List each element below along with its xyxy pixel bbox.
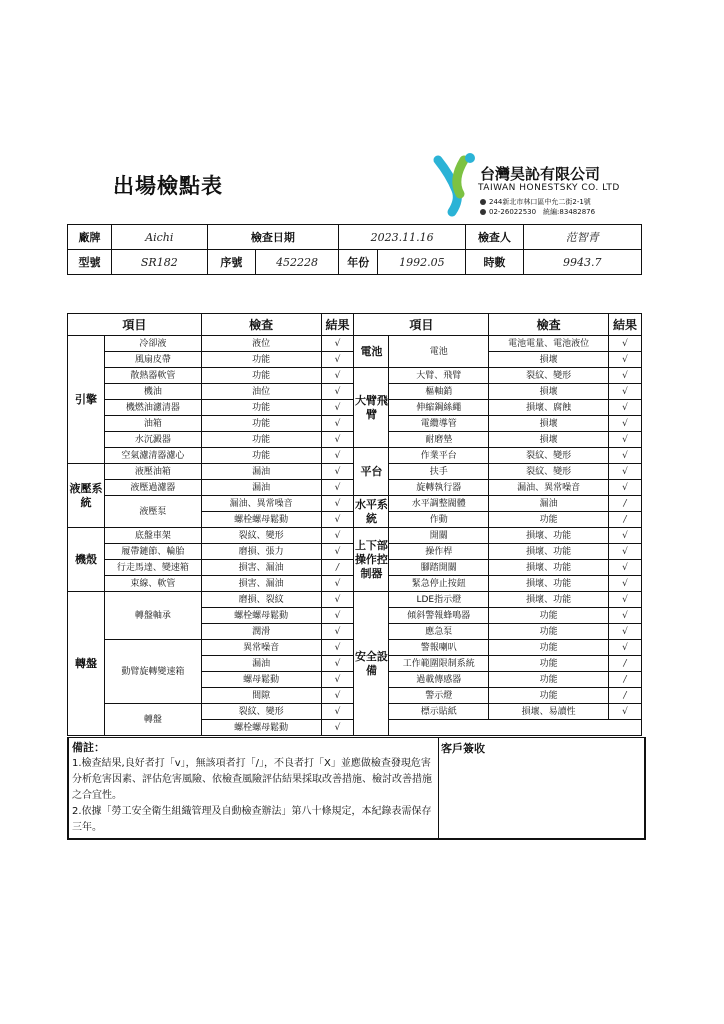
check: 裂紋、變形 bbox=[489, 448, 609, 464]
check: 損壞、功能 bbox=[489, 528, 609, 544]
item: 行走馬達、變速箱 bbox=[104, 560, 201, 576]
result-mark[interactable]: √ bbox=[321, 656, 354, 672]
check: 功能 bbox=[489, 656, 609, 672]
item: 伸縮鋼絲繩 bbox=[389, 400, 489, 416]
check: 功能 bbox=[489, 624, 609, 640]
result-mark[interactable]: √ bbox=[321, 672, 354, 688]
check: 漏油 bbox=[201, 480, 321, 496]
item: 開關 bbox=[389, 528, 489, 544]
group-boom: 大臂飛臂 bbox=[354, 368, 389, 448]
inspection-table bbox=[67, 313, 642, 736]
check: 損壞、功能 bbox=[489, 544, 609, 560]
check: 損壞 bbox=[489, 384, 609, 400]
result-mark[interactable]: √ bbox=[321, 496, 354, 512]
result-mark[interactable]: √ bbox=[608, 640, 641, 656]
check: 功能 bbox=[489, 608, 609, 624]
group-turntable: 轉盤 bbox=[68, 592, 105, 736]
result-mark[interactable]: √ bbox=[321, 592, 354, 608]
result-mark[interactable]: √ bbox=[608, 704, 641, 720]
check: 損害、漏油 bbox=[201, 560, 321, 576]
result-mark[interactable]: / bbox=[608, 496, 641, 512]
item: 大臂、飛臂 bbox=[389, 368, 489, 384]
brand-value[interactable]: Aichi bbox=[111, 225, 207, 250]
check: 功能 bbox=[201, 352, 321, 368]
item: 履帶鏈節、輪胎 bbox=[104, 544, 201, 560]
result-mark[interactable]: √ bbox=[321, 336, 354, 352]
inspector-value[interactable]: 范智青 bbox=[523, 225, 641, 250]
note-line-1: 1.檢查結果,良好者打「v」，無該項者打「/」，不良者打「X」並應做檢查發現危害分析危害因素、評估危害風險、依檢查風險評估結果採取改善措施、檢討改善措施之合宜性。 bbox=[72, 758, 432, 801]
item: 電纜導管 bbox=[389, 416, 489, 432]
result-mark[interactable]: √ bbox=[608, 432, 641, 448]
phone-text: 02-26022530 統編:83482876 bbox=[489, 208, 596, 216]
model-value[interactable]: SR182 bbox=[111, 250, 207, 275]
check: 漏油 bbox=[201, 464, 321, 480]
result-mark[interactable]: √ bbox=[321, 432, 354, 448]
item: 液壓泵 bbox=[104, 496, 201, 528]
result-mark[interactable]: / bbox=[608, 656, 641, 672]
date-value[interactable]: 2023.11.16 bbox=[339, 225, 466, 250]
result-mark[interactable]: √ bbox=[321, 448, 354, 464]
check: 磨損、張力 bbox=[201, 544, 321, 560]
check: 裂紋、變形 bbox=[201, 528, 321, 544]
notes-heading: 備註： bbox=[72, 741, 105, 754]
check: 漏油 bbox=[489, 496, 609, 512]
note-line-2: 2.依據「勞工安全衛生組織管理及自動檢查辦法」第八十條規定，本紀錄表需保存三年。 bbox=[72, 806, 432, 833]
page-title: 出場檢點表 bbox=[113, 174, 223, 198]
check: 裂紋、變形 bbox=[489, 368, 609, 384]
result-mark[interactable]: √ bbox=[608, 608, 641, 624]
check: 裂紋、變形 bbox=[489, 464, 609, 480]
item: 空氣濾清器濾心 bbox=[104, 448, 201, 464]
result-mark[interactable]: √ bbox=[321, 704, 354, 720]
phone-icon bbox=[480, 209, 486, 215]
result-mark[interactable]: √ bbox=[321, 624, 354, 640]
group-leveling: 水平系統 bbox=[354, 496, 389, 528]
result-mark[interactable]: √ bbox=[608, 464, 641, 480]
left-check-header: 檢查 bbox=[201, 314, 321, 336]
date-label: 檢查日期 bbox=[207, 225, 338, 250]
item: 扶手 bbox=[389, 464, 489, 480]
check: 損害、漏油 bbox=[201, 576, 321, 592]
result-mark[interactable]: √ bbox=[321, 640, 354, 656]
item: 傾斜警報蜂鳴器 bbox=[389, 608, 489, 624]
result-mark[interactable]: √ bbox=[321, 352, 354, 368]
check: 損壞、易讀性 bbox=[489, 704, 609, 720]
result-mark[interactable]: √ bbox=[321, 608, 354, 624]
check: 功能 bbox=[201, 432, 321, 448]
serial-label: 序號 bbox=[207, 250, 255, 275]
result-mark[interactable]: √ bbox=[608, 400, 641, 416]
result-mark[interactable]: √ bbox=[608, 352, 641, 368]
check: 異常噪音 bbox=[201, 640, 321, 656]
check: 損壞、功能 bbox=[489, 592, 609, 608]
result-mark[interactable]: √ bbox=[321, 464, 354, 480]
item: 耐磨墊 bbox=[389, 432, 489, 448]
item: 水平調整閥體 bbox=[389, 496, 489, 512]
result-mark[interactable]: √ bbox=[608, 624, 641, 640]
item: 操作桿 bbox=[389, 544, 489, 560]
right-check-header: 檢查 bbox=[489, 314, 609, 336]
check: 功能 bbox=[201, 416, 321, 432]
item: LDE指示燈 bbox=[389, 592, 489, 608]
check: 潤滑 bbox=[201, 624, 321, 640]
item: 轉盤 bbox=[104, 704, 201, 736]
result-mark[interactable]: √ bbox=[608, 384, 641, 400]
item: 風扇皮帶 bbox=[104, 352, 201, 368]
result-mark[interactable]: √ bbox=[608, 592, 641, 608]
notes-text bbox=[69, 738, 439, 838]
item: 作動 bbox=[389, 512, 489, 528]
check: 液位 bbox=[201, 336, 321, 352]
item: 機油 bbox=[104, 384, 201, 400]
check: 裂紋、變形 bbox=[201, 704, 321, 720]
inspector-label: 檢查人 bbox=[466, 225, 523, 250]
result-mark[interactable]: √ bbox=[608, 560, 641, 576]
result-mark[interactable]: √ bbox=[321, 576, 354, 592]
model-label: 型號 bbox=[68, 250, 112, 275]
company-name-en: TAIWAN HONESTSKY CO. LTD bbox=[478, 183, 620, 193]
group-safety: 安全設備 bbox=[354, 592, 389, 736]
check: 功能 bbox=[489, 512, 609, 528]
check: 損壞、腐蝕 bbox=[489, 400, 609, 416]
check: 漏油 bbox=[201, 656, 321, 672]
item: 緊急停止按鈕 bbox=[389, 576, 489, 592]
item: 電池 bbox=[389, 336, 489, 368]
result-mark[interactable]: √ bbox=[321, 528, 354, 544]
company-name-zh: 台灣昊訫有限公司 bbox=[480, 165, 601, 183]
brand-label: 廠牌 bbox=[68, 225, 112, 250]
item: 應急泵 bbox=[389, 624, 489, 640]
result-mark[interactable]: √ bbox=[608, 528, 641, 544]
right-item-header: 項目 bbox=[354, 314, 489, 336]
result-mark[interactable]: √ bbox=[608, 576, 641, 592]
year-label: 年份 bbox=[339, 250, 378, 275]
result-mark[interactable]: √ bbox=[608, 416, 641, 432]
group-engine: 引擎 bbox=[68, 336, 105, 464]
item: 油箱 bbox=[104, 416, 201, 432]
item: 警報喇叭 bbox=[389, 640, 489, 656]
result-mark[interactable]: √ bbox=[608, 336, 641, 352]
check: 漏油、異常噪音 bbox=[201, 496, 321, 512]
left-item-header: 項目 bbox=[68, 314, 202, 336]
year-value[interactable]: 1992.05 bbox=[378, 250, 466, 275]
item: 腳踏開關 bbox=[389, 560, 489, 576]
check: 功能 bbox=[201, 448, 321, 464]
item: 工作範圍限制系統 bbox=[389, 656, 489, 672]
serial-value[interactable]: 452228 bbox=[256, 250, 339, 275]
check: 漏油、異常噪音 bbox=[489, 480, 609, 496]
result-mark[interactable]: √ bbox=[321, 544, 354, 560]
check: 損壞、功能 bbox=[489, 576, 609, 592]
item: 水沉澱器 bbox=[104, 432, 201, 448]
check: 間隙 bbox=[201, 688, 321, 704]
result-mark[interactable]: / bbox=[321, 560, 354, 576]
item: 過載傳感器 bbox=[389, 672, 489, 688]
hours-value[interactable]: 9943.7 bbox=[523, 250, 641, 275]
result-mark[interactable]: √ bbox=[608, 544, 641, 560]
result-mark[interactable]: √ bbox=[608, 368, 641, 384]
item: 散熱器軟管 bbox=[104, 368, 201, 384]
item: 作業平台 bbox=[389, 448, 489, 464]
result-mark[interactable]: √ bbox=[321, 384, 354, 400]
result-mark[interactable]: √ bbox=[321, 368, 354, 384]
company-phone bbox=[480, 207, 595, 217]
check: 功能 bbox=[489, 640, 609, 656]
item: 冷卻液 bbox=[104, 336, 201, 352]
item: 警示燈 bbox=[389, 688, 489, 704]
item: 標示貼紙 bbox=[389, 704, 489, 720]
hours-label: 時數 bbox=[466, 250, 523, 275]
result-mark[interactable]: √ bbox=[608, 480, 641, 496]
check: 螺母鬆動 bbox=[201, 672, 321, 688]
check: 油位 bbox=[201, 384, 321, 400]
info-table bbox=[67, 224, 642, 275]
item: 機燃油濾清器 bbox=[104, 400, 201, 416]
notes-section bbox=[67, 737, 646, 840]
item: 液壓過濾器 bbox=[104, 480, 201, 496]
result-mark[interactable]: / bbox=[608, 672, 641, 688]
group-platform: 平台 bbox=[354, 448, 389, 496]
group-hydraulics: 液壓系統 bbox=[68, 464, 105, 528]
result-mark[interactable]: √ bbox=[321, 688, 354, 704]
result-mark[interactable]: √ bbox=[321, 400, 354, 416]
company-address bbox=[480, 197, 591, 207]
check: 功能 bbox=[201, 368, 321, 384]
item: 旋轉執行器 bbox=[389, 480, 489, 496]
group-battery: 電池 bbox=[354, 336, 389, 368]
result-mark[interactable]: / bbox=[608, 688, 641, 704]
group-controls: 上下部操作控制器 bbox=[354, 528, 389, 592]
check: 功能 bbox=[489, 688, 609, 704]
item: 動臂旋轉變速箱 bbox=[104, 640, 201, 704]
item: 束線、軟管 bbox=[104, 576, 201, 592]
check: 電池電量、電池液位 bbox=[489, 336, 609, 352]
location-icon bbox=[480, 199, 486, 205]
check: 損壞 bbox=[489, 352, 609, 368]
result-mark[interactable]: √ bbox=[321, 512, 354, 528]
check: 損壞 bbox=[489, 432, 609, 448]
result-mark[interactable]: / bbox=[608, 512, 641, 528]
empty-cell bbox=[389, 720, 642, 736]
item: 樞軸銷 bbox=[389, 384, 489, 400]
result-mark[interactable]: √ bbox=[321, 720, 354, 736]
check: 螺栓螺母鬆動 bbox=[201, 608, 321, 624]
item: 底盤車架 bbox=[104, 528, 201, 544]
right-result-header: 結果 bbox=[608, 314, 641, 336]
check: 損壞、功能 bbox=[489, 560, 609, 576]
address-text: 244新北市林口區中允二街2-1號 bbox=[489, 198, 591, 206]
check: 損壞 bbox=[489, 416, 609, 432]
check: 功能 bbox=[201, 400, 321, 416]
left-result-header: 結果 bbox=[321, 314, 354, 336]
check: 螺栓螺母鬆動 bbox=[201, 720, 321, 736]
item: 轉盤軸承 bbox=[104, 592, 201, 640]
group-chassis: 機殼 bbox=[68, 528, 105, 592]
result-mark[interactable]: √ bbox=[321, 416, 354, 432]
check: 功能 bbox=[489, 672, 609, 688]
result-mark[interactable]: √ bbox=[321, 480, 354, 496]
result-mark[interactable]: √ bbox=[608, 448, 641, 464]
item: 液壓油箱 bbox=[104, 464, 201, 480]
check: 螺栓螺母鬆動 bbox=[201, 512, 321, 528]
check: 磨損、裂紋 bbox=[201, 592, 321, 608]
customer-sign-label: 客戶簽收 bbox=[441, 742, 485, 755]
